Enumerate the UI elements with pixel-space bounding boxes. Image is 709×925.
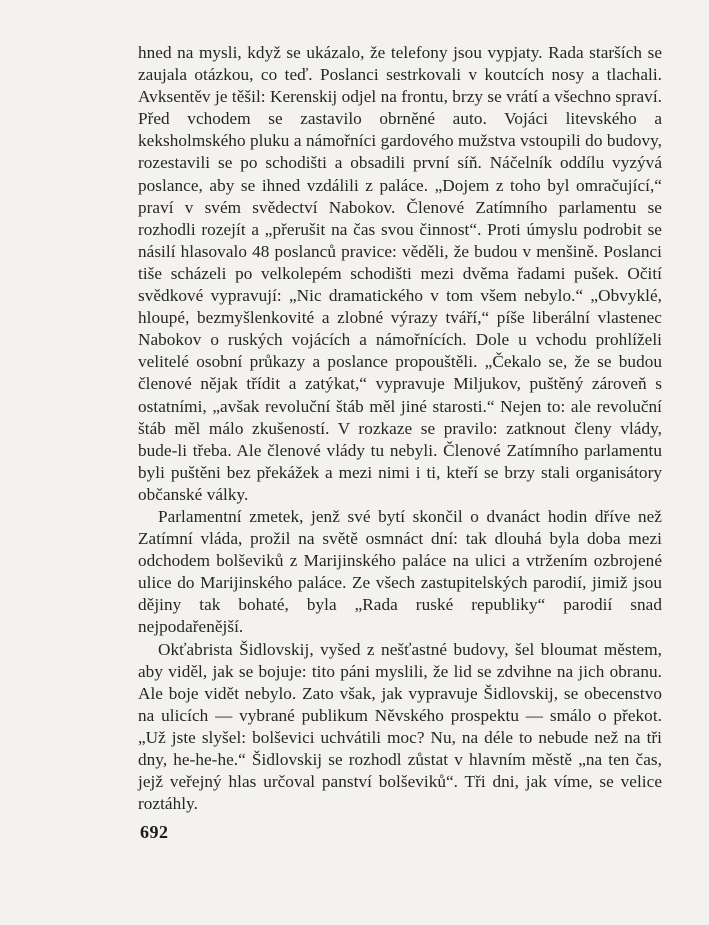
paragraph-2: Parlamentní zmetek, jenž své bytí skončil o dvanáct hodin dříve než Zatímní vláda, prožil na světě osmnáct dní: tak dlouhá byla doba mezi odchodem bolševiků z Marijinského paláce na ulici a vtržením ozbrojené ulice do Marijinského paláce. Ze všech zastupitelských parodií, jimiž jsou dějiny tak bohaté, byla „Rada ruské republiky“ parodií snad nejpodařenější. — [138, 506, 662, 637]
paragraph-1: hned na mysli, když se ukázalo, že telefony jsou vypjaty. Rada starších se zaujala otázkou, co teď. Poslanci sestrkovali v koutcích nosy a tlachali. Avksentěv je těšil: Kerenskij odjel na frontu, brzy se vrátí a všechno spraví. Před vchodem se zastavilo obrněné auto. Vojáci litevského a keksholmského pluku a námořníci gardového mužstva vstoupili do budovy, rozestavili se po schodišti a obsadili první síň. Náčelník oddílu vyzývá poslance, aby se ihned vzdálili z paláce. „Dojem z toho byl omračující,“ praví v svém svědectví Nabokov. Členové Zatímního parlamentu se rozhodli rozejít a „přerušit na čas svou činnost“. Proti úmyslu podrobit se násilí hlasovalo 48 poslanců pravice: věděli, že budou v menšině. Poslanci tiše scházeli po velkolepém schodišti mezi dvěma řadami pušek. Očití svědkové vypravují: „Nic dramatického v tom všem nebylo.“ „Obvyklé, hloupé, bezmyšlenkovité a zlobné výrazy tváří,“ píše liberální vlastenec Nabokov o ruských vojácích a námořnících. Dole u vchodu prohlíželi velitelé osobní průkazy a poslance propouštěli. „Čekalo se, že se budou členové nějak třídit a zatýkat,“ vypravuje Miljukov, puštěný zároveň s ostatními, „avšak revoluční štáb měl jiné starosti.“ Nejen to: ale revoluční štáb měl málo zkušeností. V rozkaze se pravilo: zatknout členy vlády, bude-li třeba. Ale členové vlády tu nebyli. Členové Zatímního parlamentu byli puštěni bez překážek a mezi nimi i ti, kteří se brzy stali organisátory občanské války. — [138, 43, 662, 504]
page-number: 692 — [140, 822, 169, 842]
body-text — [138, 42, 662, 815]
paragraph-3: Okťabrista Šidlovskij, vyšed z nešťastné budovy, šel bloumat městem, aby viděl, jak se bojuje: tito páni myslili, že lid se zdvihne na jich obranu. Ale boje vidět nebylo. Zato však, jak vypravuje Šidlovskij, se obecenstvo na ulicích — vybrané publikum Něvského prospektu — smálo o překot. „Už jste slyšel: bolševici uchvátili moc? Nu, na déle to nebude než na tři dny, he-he-he.“ Šidlovskij se rozhodl zůstat v hlavním městě „na ten čas, jejž veřejný hlas určoval panství bolševiků“. Tři dni, jak víme, se velice roztáhly. — [138, 639, 662, 814]
